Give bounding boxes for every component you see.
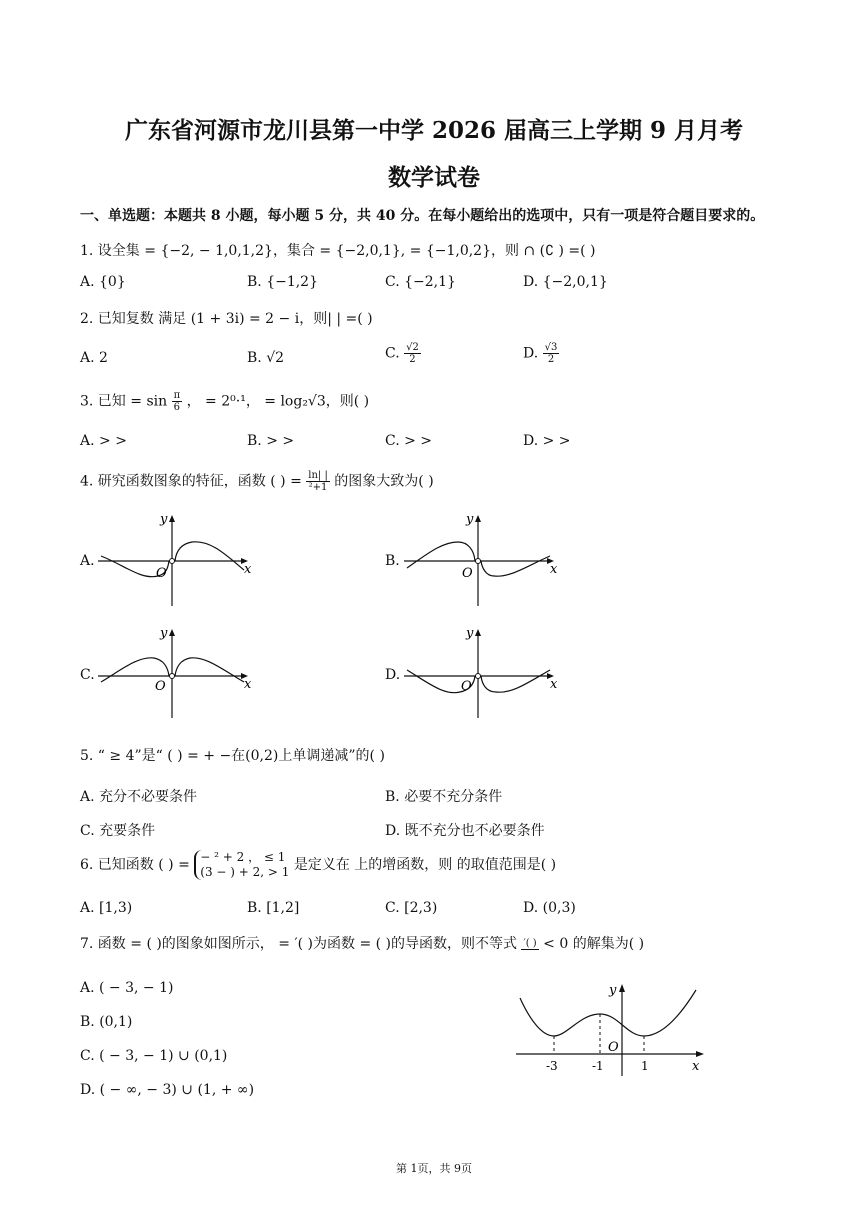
question-6-stem xyxy=(80,850,556,880)
q2-option-b: B. √2 xyxy=(247,350,285,366)
page-footer: 第 1页，共 9页 xyxy=(396,1162,472,1175)
q7-stem-pre: 7. 函数 = ( )的图象如图所示， = ′( )为函数 = ( )的导函数，则不等式 xyxy=(80,936,517,952)
axis-y-label: y xyxy=(466,626,474,641)
axis-x-label: x xyxy=(244,562,252,577)
tick-label-1: 1 xyxy=(641,1059,649,1073)
tick-label-neg3: -3 xyxy=(546,1059,558,1073)
q3-option-d: D. > > xyxy=(523,433,571,449)
fraction-numerator: √2 xyxy=(406,342,419,353)
q1-option-a: A. {0} xyxy=(80,274,126,290)
q6-piecewise xyxy=(194,850,289,880)
axis-x-label: x xyxy=(550,677,558,692)
q3-stem-pre: 3. 已知 = sin xyxy=(80,393,168,410)
q4-graph-a xyxy=(96,510,256,608)
q4-graph-b xyxy=(402,510,562,608)
fraction-denominator: 6 xyxy=(173,402,181,413)
q6-option-c: C. [2,3) xyxy=(385,900,438,916)
axis-x-label: x xyxy=(550,562,558,577)
q6-stem-pre: 6. 已知函数 ( ) = xyxy=(80,857,190,873)
q3-stem-post: ， = 2⁰·¹， = log₂√3，则( ) xyxy=(186,393,370,410)
axis-y-label: y xyxy=(160,512,168,527)
paper-subtitle: 数学试卷 xyxy=(388,164,480,191)
q7-graph xyxy=(512,980,712,1078)
paper-title: 广东省河源市龙川县第一中学 2026 届高三上学期 9 月月考 xyxy=(124,117,744,144)
q3-option-a: A. > > xyxy=(80,433,127,449)
q7-option-a: A. ( − 3, − 1) xyxy=(80,980,174,996)
origin-label: O xyxy=(461,679,472,694)
q5-option-b: B. 必要不充分条件 xyxy=(385,789,503,805)
axis-x-label: x xyxy=(244,677,252,692)
origin-label: O xyxy=(155,679,166,694)
question-5-stem: 5. “ ≥ 4”是“ ( ) = + −在(0,2)上单调递减”的( ) xyxy=(80,748,385,764)
q7-fraction xyxy=(521,938,538,950)
q1-option-b: B. {−1,2} xyxy=(247,274,318,290)
fraction-numerator: √3 xyxy=(544,342,558,353)
axis-x-label: x xyxy=(692,1059,700,1074)
q1-option-c: C. {−2,1} xyxy=(385,274,456,290)
fraction-denominator: 2 xyxy=(409,354,416,365)
q2-option-c xyxy=(385,342,421,365)
q6-option-b: B. [1,2] xyxy=(247,900,300,916)
axis-y-label: y xyxy=(609,983,617,998)
fraction-numerator: π xyxy=(173,390,181,401)
q6-option-d: D. (0,3) xyxy=(523,900,576,916)
question-2-stem: 2. 已知复数 满足 (1 + 3i) = 2 − i，则| | =( ) xyxy=(80,311,373,327)
q4-option-a-label: A. xyxy=(80,553,95,569)
origin-label: O xyxy=(462,566,473,581)
question-7-stem xyxy=(80,933,644,953)
tick-label-neg1: -1 xyxy=(592,1059,604,1073)
q2-option-d-fraction xyxy=(543,342,560,365)
q6-option-a: A. [1,3) xyxy=(80,900,133,916)
fraction-denominator: 2 xyxy=(547,354,555,365)
q7-option-d: D. ( − ∞, − 3) ∪ (1, + ∞) xyxy=(80,1082,255,1098)
q4-stem-post: 的图象大致为( ) xyxy=(334,473,434,490)
q4-stem-pre: 4. 研究函数图象的特征，函数 ( ) = xyxy=(80,473,302,490)
axis-y-label: y xyxy=(160,626,168,641)
axis-y-label: y xyxy=(466,512,474,527)
q7-option-b: B. (0,1) xyxy=(80,1014,133,1030)
fraction-numerator: ln| | xyxy=(308,470,328,481)
q2-option-d xyxy=(523,342,559,365)
q5-option-d: D. 既不充分也不必要条件 xyxy=(385,823,545,839)
section-heading: 一、单选题：本题共 8 小题，每小题 5 分，共 40 分。在每小题给出的选项中，只有一项是符合题目要求的。 xyxy=(80,208,765,224)
fraction-numerator: ′( ) xyxy=(523,938,537,949)
q4-option-c-label: C. xyxy=(80,667,95,683)
q4-graph-d xyxy=(402,624,562,720)
q4-option-d-label: D. xyxy=(385,667,401,683)
fraction-denominator: ²+1 xyxy=(308,482,328,493)
q2-option-d-label: D. xyxy=(523,345,543,362)
question-1-stem: 1. 设全集 = {−2, − 1,0,1,2}，集合 = {−2,0,1}, = {−1,0,2}，则 ∩ (∁ ) =( ) xyxy=(80,243,596,259)
q4-option-b-label: B. xyxy=(385,553,400,569)
q2-option-a: A. 2 xyxy=(80,350,108,366)
q1-option-d: D. {−2,0,1} xyxy=(523,274,608,290)
q5-option-a: A. 充分不必要条件 xyxy=(80,789,198,805)
q7-stem-post: < 0 的解集为( ) xyxy=(543,936,645,952)
q4-fraction xyxy=(306,470,330,493)
q5-option-c: C. 充要条件 xyxy=(80,823,156,839)
question-3-stem xyxy=(80,390,369,413)
q4-graph-c xyxy=(96,624,256,720)
q2-option-c-label: C. xyxy=(385,345,405,362)
origin-label: O xyxy=(608,1040,619,1055)
question-4-stem xyxy=(80,470,434,493)
q6-case-1: − ² + 2 ， ≤ 1 xyxy=(200,850,286,864)
q6-case-2: (3 − ) + 2, > 1 xyxy=(200,865,290,879)
q7-option-c: C. ( − 3, − 1) ∪ (0,1) xyxy=(80,1048,228,1064)
q3-option-c: C. > > xyxy=(385,433,433,449)
q2-option-c-fraction xyxy=(404,342,421,365)
origin-label: O xyxy=(156,566,167,581)
q3-fraction xyxy=(172,390,183,413)
q3-option-b: B. > > xyxy=(247,433,295,449)
q6-stem-post: 是定义在 上的增函数，则 的取值范围是( ) xyxy=(293,857,557,873)
